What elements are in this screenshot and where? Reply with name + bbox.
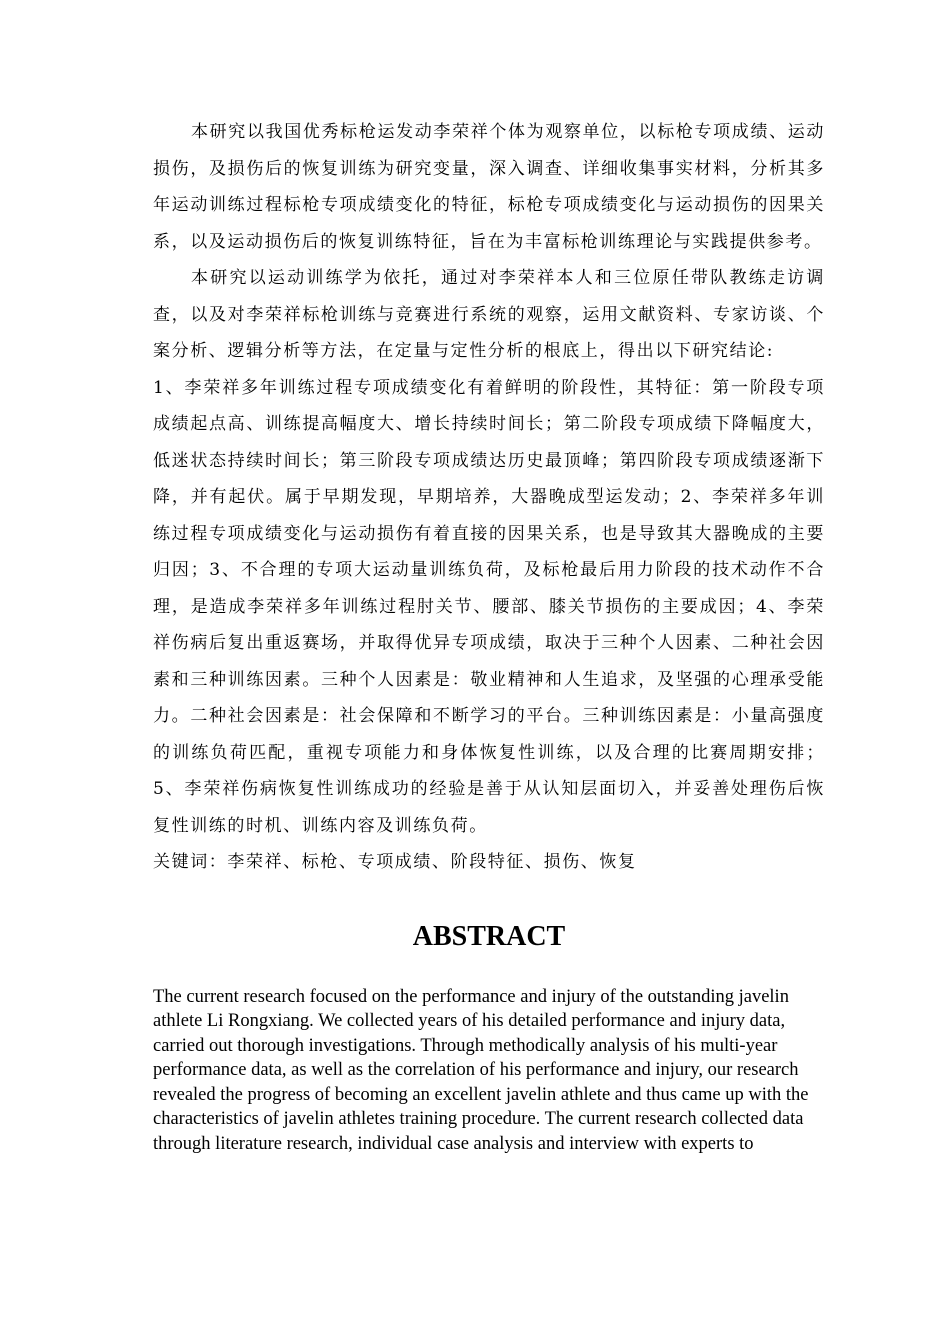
keywords-list: 李荣祥、标枪、专项成绩、阶段特征、损伤、恢复 (227, 852, 637, 872)
cn-abstract-conclusions: 1、李荣祥多年训练过程专项成绩变化有着鲜明的阶段性，其特征：第一阶段专项成绩起点高、训练提高幅度大、增长持续时间长；第二阶段专项成绩下降幅度大，低迷状态持续时间长；第三阶段专项成绩达历史最顶峰；第四阶段专项成绩逐渐下降，并有起伏。属于早期发现，早期培养，大器晚成型运发动；2、李荣祥多年训练过程专项成绩变化与运动损伤有着直接的因果关系，也是导致其大器晚成的主要归因；3、不合理的专项大运动量训练负荷，及标枪最后用力阶段的技术动作不合理，是造成李荣祥多年训练过程肘关节、腰部、膝关节损伤的主要成因；4、李荣祥伤病后复出重返赛场，并取得优异专项成绩，取决于三种个人因素、二种社会因素和三种训练因素。三种个人因素是：敬业精神和人生追求，及坚强的心理承受能力。二种社会因素是：社会保障和不断学习的平台。三种训练因素是：小量高强度的训练负荷匹配，重视专项能力和身体恢复性训练，以及合理的比赛周期安排；5、李荣祥伤病恢复性训练成功的经验是善于从认知层面切入，并妥善处理伤后恢复性训练的时机、训练内容及训练负荷。 (153, 377, 825, 836)
abstract-title: ABSTRACT (412, 920, 566, 952)
en-abstract-paragraph: The current research focused on the performance and injury of the outstanding javelin athlete Li Rongxiang. We collected years of his detailed performance and injury data, carried out thorough investigations. Through methodically analysis of his multi-year performance data, as well as the correlation of his performance and injury, our research revealed the progress of becoming an excellent javelin athlete and thus came up with the characteristics of javelin athletes training procedure. The current research collected data through literature research, individual case analysis and interview with experts to (153, 986, 809, 1154)
keywords-label: 关键词： (153, 852, 228, 872)
keywords-line (153, 844, 825, 881)
document-page (153, 114, 825, 1156)
cn-abstract-paragraph-2: 本研究以运动训练学为依托，通过对李荣祥本人和三位原任带队教练走访调查，以及对李荣祥标枪训练与竞赛进行系统的观察，运用文献资料、专家访谈、个案分析、逻辑分析等方法，在定量与定性分析的根底上，得出以下研究结论: (153, 268, 825, 361)
cn-abstract-paragraph-1: 本研究以我国优秀标枪运发动李荣祥个体为观察单位，以标枪专项成绩、运动损伤，及损伤后的恢复训练为研究变量，深入调查、详细收集事实材料，分析其多年运动训练过程标枪专项成绩变化的特征，标枪专项成绩变化与运动损伤的因果关系，以及运动损伤后的恢复训练特征，旨在为丰富标枪训练理论与实践提供参考。 (153, 122, 825, 252)
